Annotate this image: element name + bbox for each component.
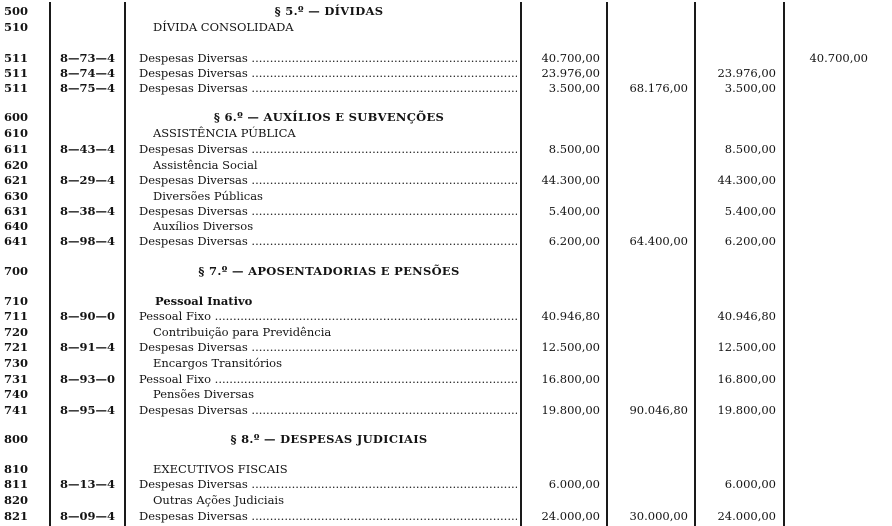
row-code: 631 [4, 204, 29, 218]
item-description: Despesas Diversas ..... [139, 204, 517, 218]
ledger-row [0, 158, 892, 172]
row-code: 810 [4, 462, 29, 476]
row-code: 721 [4, 340, 29, 354]
subsection-label: EXECUTIVOS FISCAIS [153, 462, 288, 476]
row-code: 500 [4, 4, 29, 18]
ledger-row [0, 51, 892, 65]
ledger-row [0, 509, 892, 523]
subsection-label: Contribuição para Previdência [153, 325, 332, 339]
subtotal-value: 90.046,80 [629, 403, 688, 417]
item-description: Pessoal Fixo ..... [139, 372, 517, 386]
amount-value: 8.500,00 [724, 142, 776, 156]
amount-value: 8.500,00 [548, 142, 600, 156]
amount-value: 12.500,00 [717, 340, 776, 354]
ledger-row [0, 294, 892, 308]
item-description: Despesas Diversas ..... [139, 66, 517, 80]
row-code: 511 [4, 66, 29, 80]
ledger-row [0, 219, 892, 233]
row-reference: 8—09—4 [60, 509, 116, 523]
ledger-row [0, 66, 892, 80]
row-code: 510 [4, 20, 29, 34]
ledger-row [0, 173, 892, 187]
amount-value: 44.300,00 [541, 173, 600, 187]
subtotal-value: 68.176,00 [629, 81, 688, 95]
ledger-row [0, 204, 892, 218]
subsection-label: Encargos Transitórios [153, 356, 282, 370]
row-code: 711 [4, 309, 29, 323]
item-description: Despesas Diversas ..... [139, 173, 517, 187]
ledger-row [0, 325, 892, 339]
item-description: Despesas Diversas ..... [139, 234, 517, 248]
ledger-row [0, 356, 892, 370]
item-description: Despesas Diversas ..... [139, 477, 517, 491]
amount-value: 6.000,00 [548, 477, 600, 491]
subsection-label: Pessoal Inativo [155, 294, 253, 308]
ledger-row [0, 264, 892, 278]
row-code: 610 [4, 126, 29, 140]
amount-value: 19.800,00 [541, 403, 600, 417]
ledger-row [0, 340, 892, 354]
amount-value: 40.700,00 [809, 51, 868, 65]
ledger-row [0, 110, 892, 124]
row-code: 720 [4, 325, 29, 339]
row-reference: 8—43—4 [60, 142, 116, 156]
row-code: 640 [4, 219, 29, 233]
row-reference: 8—75—4 [60, 81, 116, 95]
ledger-row [0, 234, 892, 248]
subsection-label: Assistência Social [153, 158, 258, 172]
amount-value: 23.976,00 [541, 66, 600, 80]
row-code: 700 [4, 264, 29, 278]
row-reference: 8—90—0 [60, 309, 116, 323]
row-reference: 8—38—4 [60, 204, 116, 218]
ledger-row [0, 126, 892, 140]
amount-value: 3.500,00 [548, 81, 600, 95]
item-description: Despesas Diversas ..... [139, 142, 517, 156]
row-code: 611 [4, 142, 29, 156]
amount-value: 40.946,80 [541, 309, 600, 323]
amount-value: 6.200,00 [724, 234, 776, 248]
ledger-row [0, 403, 892, 417]
row-code: 511 [4, 51, 29, 65]
amount-value: 6.000,00 [724, 477, 776, 491]
row-code: 730 [4, 356, 29, 370]
ledger-row [0, 477, 892, 491]
amount-value: 16.800,00 [717, 372, 776, 386]
ledger-row [0, 4, 892, 18]
amount-value: 40.946,80 [717, 309, 776, 323]
item-description: Despesas Diversas ..... [139, 81, 517, 95]
ledger-row [0, 387, 892, 401]
subtotal-value: 64.400,00 [629, 234, 688, 248]
row-code: 621 [4, 173, 29, 187]
amount-value: 44.300,00 [717, 173, 776, 187]
section-heading: § 8.º — DESPESAS JUDICIAIS [230, 432, 428, 446]
section-heading: § 7.º — APOSENTADORIAS E PENSÕES [198, 264, 460, 278]
row-code: 600 [4, 110, 29, 124]
row-code: 800 [4, 432, 29, 446]
subsection-label: ASSISTÊNCIA PÚBLICA [153, 126, 296, 140]
row-reference: 8—98—4 [60, 234, 116, 248]
ledger-row [0, 462, 892, 476]
amount-value: 16.800,00 [541, 372, 600, 386]
amount-value: 40.700,00 [541, 51, 600, 65]
item-description: Despesas Diversas ..... [139, 509, 517, 523]
row-reference: 8—13—4 [60, 477, 116, 491]
section-heading: § 6.º — AUXÍLIOS E SUBVENÇÕES [213, 110, 445, 124]
ledger-row [0, 20, 892, 34]
amount-value: 12.500,00 [541, 340, 600, 354]
amount-value: 5.400,00 [724, 204, 776, 218]
ledger-row [0, 432, 892, 446]
subtotal-value: 30.000,00 [629, 509, 688, 523]
subsection-label: DÍVIDA CONSOLIDADA [153, 20, 294, 34]
row-code: 511 [4, 81, 29, 95]
row-code: 821 [4, 509, 29, 523]
amount-value: 5.400,00 [548, 204, 600, 218]
row-code: 641 [4, 234, 29, 248]
row-code: 811 [4, 477, 29, 491]
subsection-label: Pensões Diversas [153, 387, 254, 401]
row-code: 731 [4, 372, 29, 386]
row-reference: 8—73—4 [60, 51, 116, 65]
amount-value: 3.500,00 [724, 81, 776, 95]
row-reference: 8—93—0 [60, 372, 116, 386]
amount-value: 6.200,00 [548, 234, 600, 248]
amount-value: 19.800,00 [717, 403, 776, 417]
row-code: 620 [4, 158, 29, 172]
ledger-row [0, 142, 892, 156]
row-code: 820 [4, 493, 29, 507]
subsection-label: Diversões Públicas [153, 189, 263, 203]
ledger-row [0, 81, 892, 95]
section-heading: § 5.º — DÍVIDAS [274, 4, 384, 18]
ledger-row [0, 309, 892, 323]
row-reference: 8—74—4 [60, 66, 116, 80]
ledger-row [0, 372, 892, 386]
row-reference: 8—95—4 [60, 403, 116, 417]
ledger-row [0, 189, 892, 203]
amount-value: 23.976,00 [717, 66, 776, 80]
row-code: 710 [4, 294, 29, 308]
row-reference: 8—29—4 [60, 173, 116, 187]
row-code: 630 [4, 189, 29, 203]
item-description: Despesas Diversas ..... [139, 51, 517, 65]
row-code: 741 [4, 403, 29, 417]
ledger-row [0, 493, 892, 507]
amount-value: 24.000,00 [717, 509, 776, 523]
item-description: Despesas Diversas ..... [139, 340, 517, 354]
item-description: Despesas Diversas ..... [139, 403, 517, 417]
row-code: 740 [4, 387, 29, 401]
row-reference: 8—91—4 [60, 340, 116, 354]
subsection-label: Auxílios Diversos [153, 219, 254, 233]
subsection-label: Outras Ações Judiciais [153, 493, 285, 507]
amount-value: 24.000,00 [541, 509, 600, 523]
item-description: Pessoal Fixo ..... [139, 309, 517, 323]
